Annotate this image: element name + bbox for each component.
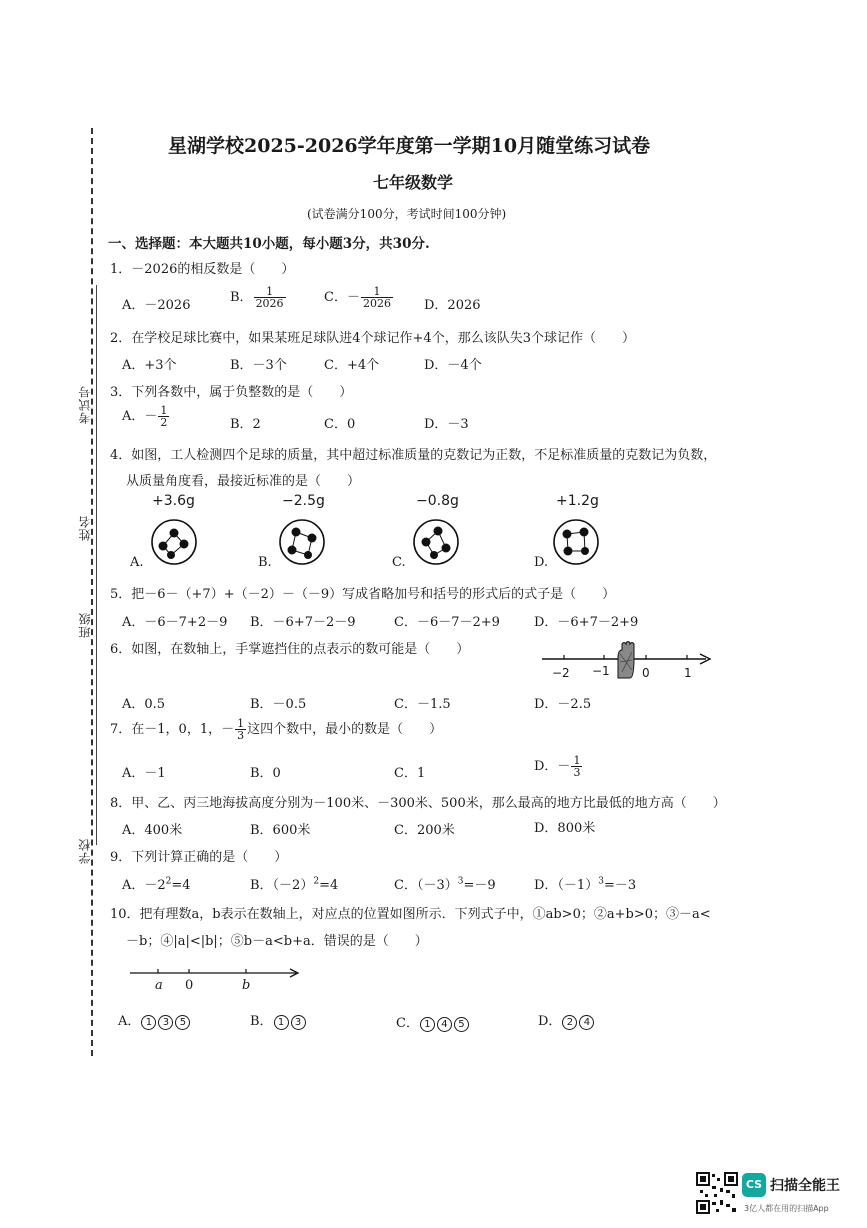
sidebar-label-name: 姓名	[78, 515, 92, 541]
q6-tick-neg2: −2	[552, 666, 570, 680]
q1-option-b-prefix: B．	[230, 290, 253, 305]
q6-option-d: D．－2.5	[534, 697, 592, 712]
q9-option-b	[250, 874, 338, 893]
q10-option-b	[250, 1010, 307, 1030]
binding-line-inner	[96, 285, 97, 845]
ball-letter-d: D.	[534, 555, 549, 570]
q1-option-c	[324, 286, 394, 309]
circled-number: 1	[420, 1017, 435, 1032]
q7-option-d	[534, 755, 583, 778]
q9-c-pre: C．（－3）	[394, 878, 458, 893]
q1-option-b-fraction	[254, 286, 286, 309]
q10-a-prefix: A．	[118, 1014, 141, 1029]
q3-option-a	[122, 405, 170, 428]
page-subtitle: 七年级数学	[373, 173, 454, 192]
fraction-denominator: 2026	[255, 297, 284, 310]
q7-stem-fraction	[235, 718, 246, 741]
circled-number: 5	[454, 1017, 469, 1032]
soccer-ball-a	[150, 518, 198, 566]
circled-number: 3	[158, 1015, 173, 1030]
circled-number: 3	[291, 1015, 306, 1030]
fraction-numerator: 1	[373, 285, 381, 298]
q5-option-c: C．－6－7－2+9	[394, 615, 500, 630]
section-heading: 一、选择题：本大题共10小题，每小题3分，共30分.	[108, 236, 430, 252]
q8-option-b: B．600米	[250, 823, 311, 838]
q9-d-exponent: 3	[598, 876, 604, 887]
q7-option-d-prefix: D．－	[534, 759, 571, 774]
hand-icon	[618, 642, 634, 679]
fraction-numerator: 1	[266, 285, 274, 298]
q1-stem: 1．－2026的相反数是（ ）	[110, 262, 295, 277]
q6-option-a: A．0.5	[122, 697, 166, 712]
q7-stem-pre: 7．在－1，0，1，－	[110, 722, 235, 737]
q10-stem-line1: 10．把有理数a，b表示在数轴上，对应点的位置如图所示．下列式子中，①ab>0；②a+b>0；③－a<	[110, 907, 711, 922]
q9-option-d	[534, 874, 636, 893]
q1-option-a: A．－2026	[122, 298, 191, 313]
q10-axis-label-b: b	[242, 978, 251, 993]
q2-option-a: A．+3个	[122, 358, 177, 373]
q2-option-c: C．+4个	[324, 358, 380, 373]
ball-letter-a: A.	[130, 555, 144, 570]
q1-option-c-fraction	[361, 286, 393, 309]
fraction-numerator: 1	[573, 754, 581, 767]
q8-stem: 8．甲、乙、丙三地海拔高度分别为－100米、－300米、500米，那么最高的地方比最低的地方高（ ）	[110, 796, 726, 811]
q2-option-b: B．－3个	[230, 358, 287, 373]
sidebar-label-exam-number: 考试号	[78, 385, 92, 424]
q3-option-a-fraction	[158, 405, 169, 428]
q3-option-b: B．2	[230, 417, 261, 432]
q6-tick-1: 1	[684, 666, 692, 680]
q8-option-d: D．800米	[534, 821, 596, 836]
sidebar-label-school: 学校	[78, 838, 92, 864]
qr-code-icon	[696, 1172, 738, 1214]
q3-option-c: C．0	[324, 417, 356, 432]
circled-number: 5	[175, 1015, 190, 1030]
q10-axis-label-0: 0	[185, 978, 194, 993]
q9-option-c	[394, 874, 496, 893]
binding-line	[91, 128, 93, 1056]
q4-stem-line1: 4．如图，工人检测四个足球的质量，其中超过标准质量的克数记为正数，不足标准质量的克数记为负数，	[110, 448, 717, 463]
q6-tick-0: 0	[642, 666, 650, 680]
q2-option-d: D．－4个	[424, 358, 482, 373]
q9-c-post: =－9	[463, 878, 496, 893]
page-title: 星湖学校2025-2026学年度第一学期10月随堂练习试卷	[168, 135, 651, 157]
soccer-ball-d	[552, 518, 600, 566]
ball-letter-c: C.	[392, 555, 406, 570]
ball-mass-a: +3.6g	[152, 493, 195, 509]
camscanner-tagline: 3亿人都在用的扫描App	[744, 1204, 829, 1213]
fraction-denominator: 2	[160, 416, 168, 429]
fraction-numerator: 1	[237, 717, 245, 730]
q6-stem: 6．如图，在数轴上，手掌遮挡住的点表示的数可能是（ ）	[110, 642, 470, 657]
q6-option-b: B．－0.5	[250, 697, 307, 712]
q6-tick-neg1: −1	[592, 664, 610, 678]
fraction-denominator: 3	[573, 766, 581, 779]
q10-b-prefix: B．	[250, 1014, 273, 1029]
q9-c-exponent: 3	[457, 876, 464, 887]
sidebar-label-class: 班级	[78, 612, 92, 638]
q10-stem-line2: －b；④|a|<|b|；⑤b－a<b+a．错误的是（ ）	[126, 934, 428, 949]
ball-mass-c: −0.8g	[416, 493, 459, 509]
q9-d-pre: D．（－1）	[534, 878, 599, 893]
q5-stem: 5．把－6－（+7）+（－2）－（－9）写成省略加号和括号的形式后的式子是（ ）	[110, 587, 616, 602]
q10-d-prefix: D．	[538, 1014, 562, 1029]
q3-stem: 3．下列各数中，属于负整数的是（ ）	[110, 385, 353, 400]
q3-option-d: D．－3	[424, 417, 469, 432]
fraction-numerator: 1	[160, 404, 168, 417]
camscanner-logo-text: CS	[745, 1178, 763, 1191]
q7-stem	[110, 718, 442, 741]
soccer-ball-b	[278, 518, 326, 566]
q7-option-c: C．1	[394, 766, 426, 781]
q5-option-d: D．－6+7－2+9	[534, 615, 639, 630]
q9-b-exponent: 2	[313, 876, 320, 887]
q9-option-a	[122, 874, 191, 893]
q8-option-a: A．400米	[122, 823, 183, 838]
circled-number: 4	[579, 1015, 594, 1030]
exam-note: (试卷满分100分，考试时间100分钟)	[307, 207, 507, 221]
q9-stem: 9．下列计算正确的是（ ）	[110, 850, 288, 865]
ball-letter-b: B.	[258, 555, 272, 570]
q3-option-a-prefix: A．－	[122, 409, 158, 424]
fraction-denominator: 3	[237, 729, 245, 742]
soccer-ball-c	[412, 518, 460, 566]
q5-option-b: B．－6+7－2－9	[250, 615, 356, 630]
circled-number: 1	[141, 1015, 156, 1030]
q9-b-pre: B．（－2）	[250, 878, 314, 893]
q5-option-a: A．－6－7+2－9	[122, 615, 228, 630]
circled-number: 4	[437, 1017, 452, 1032]
q6-option-c: C．－1.5	[394, 697, 451, 712]
q9-b-post: =4	[319, 878, 339, 893]
q7-stem-post: 这四个数中，最小的数是（ ）	[247, 722, 443, 737]
q9-d-post: =－3	[603, 878, 637, 893]
q10-axis-label-a: a	[155, 978, 163, 993]
q1-option-c-prefix: C．－	[324, 290, 360, 305]
camscanner-brand: 扫描全能王	[770, 1178, 840, 1194]
circled-number: 1	[274, 1015, 289, 1030]
fraction-denominator: 2026	[362, 297, 391, 310]
q7-option-b: B．0	[250, 766, 281, 781]
circled-number: 2	[562, 1015, 577, 1030]
ball-mass-b: −2.5g	[282, 493, 325, 509]
q9-a-post: =4	[171, 878, 191, 893]
q2-stem: 2．在学校足球比赛中，如果某班足球队进4个球记作+4个，那么该队失3个球记作（ ）	[110, 331, 635, 346]
q10-c-prefix: C．	[396, 1016, 419, 1031]
q10-option-c	[396, 1012, 470, 1032]
q4-stem-line2: 从质量角度看，最接近标准的是（ ）	[126, 474, 361, 489]
q7-option-a: A．－1	[122, 766, 166, 781]
q1-option-b	[230, 286, 287, 309]
q10-option-a	[118, 1010, 191, 1030]
camscanner-logo-icon	[742, 1173, 766, 1197]
q9-a-pre: A．－2	[122, 878, 166, 893]
ball-mass-d: +1.2g	[556, 493, 599, 509]
q10-option-d	[538, 1010, 595, 1030]
q7-option-d-fraction	[571, 755, 582, 778]
q9-a-exponent: 2	[165, 876, 172, 887]
q1-option-d: D．2026	[424, 298, 481, 313]
q8-option-c: C．200米	[394, 823, 455, 838]
